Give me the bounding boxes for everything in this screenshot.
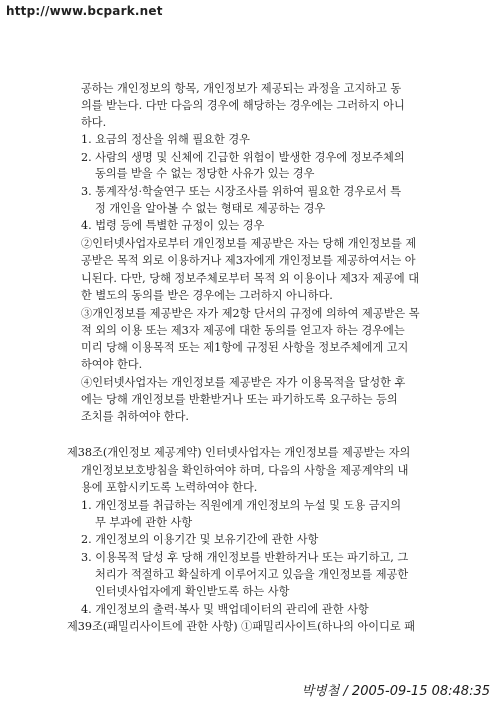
- text-line: 처리가 적절하고 확실하게 이루어지고 있음을 개인정보를 제공한: [95, 568, 409, 581]
- text-line: 2. 개인정보의 이용기간 및 보유기간에 관한 사항: [81, 533, 319, 546]
- watermark-url: http://www.bcpark.net: [6, 4, 163, 18]
- text-line: 공받은 목적 외로 이용하거나 제3자에게 개인정보를 제공하여서는 아: [81, 254, 416, 267]
- text-line: 한 별도의 동의를 받은 경우에는 그러하지 아니하다.: [81, 289, 333, 302]
- text-line: 인터넷사업자에게 확인받도록 하는 사항: [95, 585, 290, 598]
- text-line: 1. 개인정보를 취급하는 직원에게 개인정보의 누설 및 도용 금지의: [81, 499, 402, 512]
- text-line: 적 외의 이용 또는 제3자 제공에 대한 동의를 얻고자 하는 경우에는: [81, 324, 405, 337]
- text-line: 2. 사람의 생명 및 신체에 긴급한 위험이 발생한 경우에 정보주체의: [81, 151, 405, 164]
- text-line: 3. 이용목적 달성 후 당해 개인정보를 반환하거나 또는 파기하고, 그: [81, 551, 409, 564]
- text-line: 4. 개인정보의 출력·복사 및 백업데이터의 관리에 관한 사항: [81, 603, 369, 616]
- text-line: 니된다. 다만, 당해 정보주체로부터 목적 외 이용이나 제3자 제공에 대: [81, 272, 420, 285]
- text-line: 하여야 한다.: [81, 358, 143, 371]
- text-line: 무 부과에 관한 사항: [95, 516, 193, 529]
- text-line: 공하는 개인정보의 항목, 개인정보가 제공되는 과정을 고지하고 동: [81, 82, 402, 95]
- text-line: 용에 포함시키도록 노력하여야 한다.: [81, 481, 258, 494]
- text-line: 의를 받는다. 다만 다음의 경우에 해당하는 경우에는 그러하지 아니: [81, 99, 405, 112]
- text-line: 미리 당해 이용목적 또는 제1항에 규정된 사항을 정보주체에게 고지: [81, 341, 409, 354]
- text-line: 동의를 받을 수 없는 정당한 사유가 있는 경우: [95, 167, 315, 180]
- text-line: 에는 당해 개인정보를 반환받거나 또는 파기하도록 요구하는 등의: [81, 393, 398, 406]
- text-line: 조치를 취하여야 한다.: [81, 410, 189, 423]
- text-line: 제39조(패밀리사이트에 관한 사항) ①패밀리사이트(하나의 아이디로 패: [67, 620, 416, 633]
- text-line: 제38조(개인정보 제공계약) 인터넷사업자는 개인정보를 제공받는 자의: [67, 446, 411, 459]
- text-line: 정 개인을 알아볼 수 없는 형태로 제공하는 경우: [95, 202, 326, 215]
- text-line: 개인정보보호방침을 확인하여야 하며, 다음의 사항을 제공계약의 내: [81, 464, 409, 477]
- author-timestamp: 박병철 / 2005-09-15 08:48:35: [301, 684, 490, 699]
- text-line: ②인터넷사업자로부터 개인정보를 제공받은 자는 당해 개인정보를 제: [81, 237, 417, 250]
- text-line: 하다.: [81, 116, 107, 129]
- text-line: 3. 통계작성·학술연구 또는 시장조사를 위하여 필요한 경우로서 특: [81, 185, 402, 198]
- text-line: 4. 법령 등에 특별한 규정이 있는 경우: [81, 219, 265, 232]
- text-line: ④인터넷사업자는 개인정보를 제공받은 자가 이용목적을 달성한 후: [81, 376, 406, 389]
- text-line: ③개인정보를 제공받은 자가 제2항 단서의 규정에 의하여 제공받은 목: [81, 307, 420, 320]
- text-line: 1. 요금의 정산을 위해 필요한 경우: [81, 133, 250, 146]
